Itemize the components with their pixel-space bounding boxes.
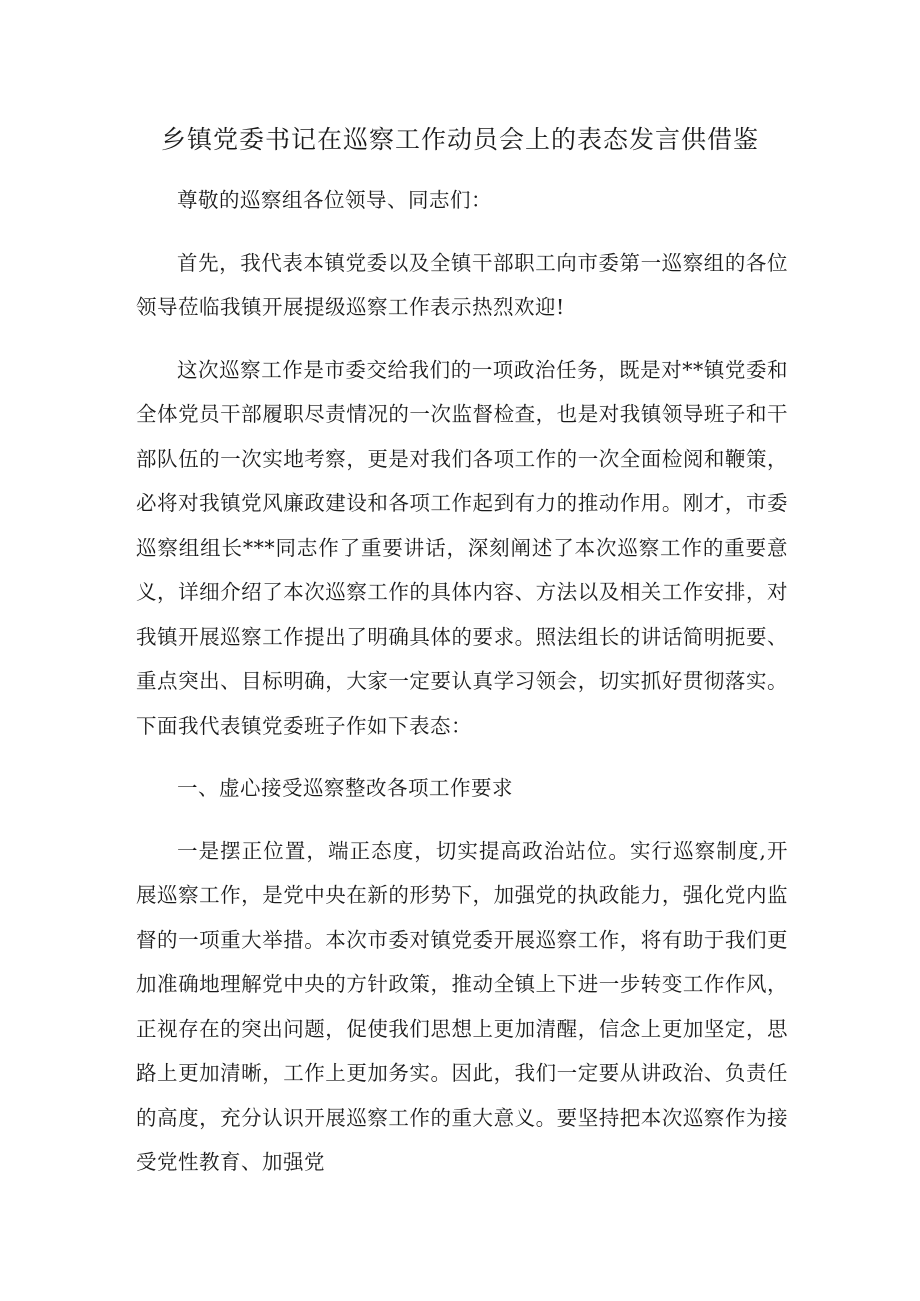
paragraph-section-1: 一是摆正位置，端正态度，切实提高政治站位。实行巡察制度,开展巡察工作，是党中央在新的形势下，加强党的执政能力，强化党内监督的一项重大举措。本次市委对镇党委开展巡察工作，将有助于我们更加准确地理解党中央的方针政策，推动全镇上下进一步转变工作作风，正视存在的突出问题，促使我们思想上更加清醒，信念上更加坚定，思路上更加清晰，工作上更加务实。因此，我们一定要从讲政治、负责任的高度，充分认识开展巡察工作的重大意义。要坚持把本次巡察作为接受党性教育、加强党	[136, 838, 788, 1174]
document-body	[136, 178, 788, 1203]
paragraph-purpose: 这次巡察工作是市委交给我们的一项政治任务，既是对**镇党委和全体党员干部履职尽责情况的一次监督检查，也是对我镇领导班子和干部队伍的一次实地考察，更是对我们各项工作的一次全面检阅和鞭策，必将对我镇党风廉政建设和各项工作起到有力的推动作用。刚才，市委巡察组组长***同志作了重要讲话，深刻阐述了本次巡察工作的重要意义，详细介绍了本次巡察工作的具体内容、方法以及相关工作安排，对我镇开展巡察工作提出了明确具体的要求。照法组长的讲话简明扼要、重点突出、目标明确，大家一定要认真学习领会，切实抓好贯彻落实。下面我代表镇党委班子作如下表态：	[136, 357, 788, 738]
section-heading: 一、虚心接受巡察整改各项工作要求	[177, 776, 513, 800]
document-title: 乡镇党委书记在巡察工作动员会上的表态发言供借鉴	[160, 125, 759, 154]
salutation: 尊敬的巡察组各位领导、同志们：	[177, 188, 492, 212]
paragraph-welcome: 首先，我代表本镇党委以及全镇干部职工向市委第一巡察组的各位领导莅临我镇开展提级巡察工作表示热烈欢迎!	[136, 250, 788, 319]
